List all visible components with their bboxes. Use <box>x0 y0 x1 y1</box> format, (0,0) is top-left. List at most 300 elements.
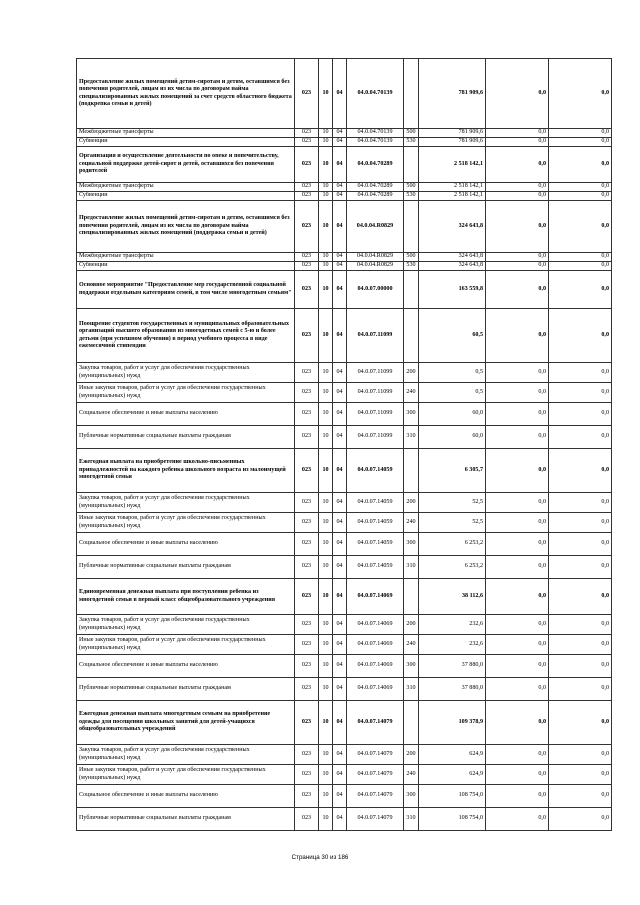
table-row <box>77 183 612 192</box>
row-name: Организация и осуществление деятельности по опеке и попечительству, социальной поддержке детей-сирот и детей, оставшихся без попечения родителей <box>77 147 295 183</box>
row-amount-1: 108 754,0 <box>419 785 486 808</box>
row-amount-2: 0,0 <box>486 615 549 635</box>
row-amount-2: 0,0 <box>486 363 549 383</box>
row-name: Субвенции <box>77 138 295 147</box>
row-amount-2: 0,0 <box>486 59 549 129</box>
row-expense-type: 500 <box>404 129 419 138</box>
row-expense-type: 300 <box>404 655 419 678</box>
row-amount-1: 52,5 <box>419 513 486 533</box>
row-ved-code: 023 <box>295 701 319 745</box>
row-amount-2: 0,0 <box>486 426 549 449</box>
row-section-code: 10 <box>319 513 333 533</box>
budget-table-page <box>76 58 611 831</box>
row-name: Закупка товаров, работ и услуг для обеспечения государственных (муниципальных) нужд <box>77 615 295 635</box>
row-ved-code: 023 <box>295 309 319 363</box>
row-section-code: 10 <box>319 262 333 271</box>
row-subsection-code: 04 <box>333 426 347 449</box>
row-name: Иные закупки товаров, работ и услуг для обеспечения государственных (муниципальных) нужд <box>77 513 295 533</box>
table-row <box>77 426 612 449</box>
row-ved-code: 023 <box>295 138 319 147</box>
row-name: Закупка товаров, работ и услуг для обеспечения государственных (муниципальных) нужд <box>77 363 295 383</box>
row-target-article: 04.0.04.70289 <box>347 192 404 201</box>
row-name: Межбюджетные трансферты <box>77 183 295 192</box>
row-expense-type: 300 <box>404 533 419 556</box>
row-amount-3: 0,0 <box>549 655 612 678</box>
row-section-code: 10 <box>319 271 333 309</box>
row-expense-type: 530 <box>404 262 419 271</box>
row-section-code: 10 <box>319 138 333 147</box>
row-ved-code: 023 <box>295 262 319 271</box>
row-section-code: 10 <box>319 579 333 615</box>
row-ved-code: 023 <box>295 403 319 426</box>
row-name: Публичные нормативные социальные выплаты гражданам <box>77 678 295 701</box>
row-amount-2: 0,0 <box>486 655 549 678</box>
row-amount-1: 232,6 <box>419 635 486 655</box>
row-target-article: 04.0.07.14079 <box>347 808 404 831</box>
row-amount-3: 0,0 <box>549 138 612 147</box>
row-amount-3: 0,0 <box>549 59 612 129</box>
row-amount-1: 60,0 <box>419 426 486 449</box>
table-row <box>77 579 612 615</box>
row-amount-1: 324 643,8 <box>419 253 486 262</box>
row-amount-1: 6 253,2 <box>419 556 486 579</box>
row-section-code: 10 <box>319 615 333 635</box>
row-name: Публичные нормативные социальные выплаты гражданам <box>77 426 295 449</box>
row-name: Социальное обеспечение и иные выплаты населению <box>77 533 295 556</box>
row-amount-2: 0,0 <box>486 403 549 426</box>
row-ved-code: 023 <box>295 635 319 655</box>
table-row <box>77 271 612 309</box>
row-name: Основное мероприятие "Предоставление мер государственной социальной поддержки отдельным категориям семей, в том числе многодетным семьям" <box>77 271 295 309</box>
row-amount-3: 0,0 <box>549 556 612 579</box>
row-amount-1: 624,9 <box>419 745 486 765</box>
row-section-code: 10 <box>319 403 333 426</box>
row-amount-2: 0,0 <box>486 129 549 138</box>
table-row <box>77 138 612 147</box>
row-section-code: 10 <box>319 765 333 785</box>
row-amount-1: 52,5 <box>419 493 486 513</box>
row-target-article: 04.0.07.14059 <box>347 513 404 533</box>
row-amount-1: 6 253,2 <box>419 533 486 556</box>
row-amount-3: 0,0 <box>549 271 612 309</box>
row-amount-3: 0,0 <box>549 192 612 201</box>
row-section-code: 10 <box>319 192 333 201</box>
row-amount-3: 0,0 <box>549 513 612 533</box>
row-target-article: 04.0.07.14059 <box>347 449 404 493</box>
row-target-article: 04.0.04.70289 <box>347 147 404 183</box>
row-name: Иные закупки товаров, работ и услуг для обеспечения государственных (муниципальных) нужд <box>77 383 295 403</box>
row-expense-type: 310 <box>404 808 419 831</box>
row-section-code: 10 <box>319 493 333 513</box>
table-row <box>77 253 612 262</box>
row-target-article: 04.0.07.14069 <box>347 655 404 678</box>
row-name: Субвенции <box>77 192 295 201</box>
row-target-article: 04.0.07.14069 <box>347 579 404 615</box>
row-target-article: 04.0.07.14079 <box>347 745 404 765</box>
row-section-code: 10 <box>319 383 333 403</box>
row-target-article: 04.0.07.14079 <box>347 701 404 745</box>
row-amount-2: 0,0 <box>486 635 549 655</box>
row-subsection-code: 04 <box>333 493 347 513</box>
table-row <box>77 556 612 579</box>
row-subsection-code: 04 <box>333 745 347 765</box>
row-expense-type: 300 <box>404 403 419 426</box>
row-name: Социальное обеспечение и иные выплаты населению <box>77 785 295 808</box>
row-expense-type <box>404 701 419 745</box>
row-expense-type: 500 <box>404 183 419 192</box>
table-row <box>77 765 612 785</box>
row-section-code: 10 <box>319 201 333 253</box>
row-name: Публичные нормативные социальные выплаты гражданам <box>77 808 295 831</box>
table-row <box>77 745 612 765</box>
row-target-article: 04.0.04.70139 <box>347 138 404 147</box>
row-ved-code: 023 <box>295 533 319 556</box>
row-subsection-code: 04 <box>333 262 347 271</box>
row-target-article: 04.0.07.14079 <box>347 785 404 808</box>
row-amount-2: 0,0 <box>486 262 549 271</box>
row-amount-2: 0,0 <box>486 271 549 309</box>
row-section-code: 10 <box>319 129 333 138</box>
row-name: Социальное обеспечение и иные выплаты населению <box>77 655 295 678</box>
row-amount-3: 0,0 <box>549 808 612 831</box>
row-amount-3: 0,0 <box>549 262 612 271</box>
table-row <box>77 615 612 635</box>
row-expense-type <box>404 449 419 493</box>
row-section-code: 10 <box>319 556 333 579</box>
row-ved-code: 023 <box>295 493 319 513</box>
budget-table-body <box>77 59 612 831</box>
row-name: Межбюджетные трансферты <box>77 253 295 262</box>
row-ved-code: 023 <box>295 785 319 808</box>
row-name: Предоставление жилых помещений детям-сиротам и детям, оставшимся без попечения родителей, лицам из их числа по договорам найма специализированных жилых помещений (поддержка семьи и детей) <box>77 201 295 253</box>
row-amount-3: 0,0 <box>549 579 612 615</box>
row-amount-3: 0,0 <box>549 615 612 635</box>
table-row <box>77 147 612 183</box>
row-ved-code: 023 <box>295 678 319 701</box>
row-expense-type: 200 <box>404 493 419 513</box>
row-section-code: 10 <box>319 533 333 556</box>
table-row <box>77 701 612 745</box>
table-row <box>77 201 612 253</box>
table-row <box>77 785 612 808</box>
row-amount-1: 2 518 142,1 <box>419 192 486 201</box>
row-amount-3: 0,0 <box>549 253 612 262</box>
table-row <box>77 449 612 493</box>
row-amount-1: 37 880,0 <box>419 655 486 678</box>
row-section-code: 10 <box>319 808 333 831</box>
table-row <box>77 808 612 831</box>
row-ved-code: 023 <box>295 449 319 493</box>
row-expense-type: 200 <box>404 615 419 635</box>
row-section-code: 10 <box>319 59 333 129</box>
row-amount-1: 6 305,7 <box>419 449 486 493</box>
row-expense-type <box>404 147 419 183</box>
row-subsection-code: 04 <box>333 403 347 426</box>
row-expense-type: 310 <box>404 678 419 701</box>
row-ved-code: 023 <box>295 808 319 831</box>
row-expense-type <box>404 201 419 253</box>
row-ved-code: 023 <box>295 253 319 262</box>
row-ved-code: 023 <box>295 271 319 309</box>
row-target-article: 04.0.07.11099 <box>347 403 404 426</box>
row-amount-2: 0,0 <box>486 785 549 808</box>
page-number: Страница 30 из 186 <box>291 854 349 861</box>
row-amount-1: 2 518 142,1 <box>419 183 486 192</box>
row-subsection-code: 04 <box>333 201 347 253</box>
row-expense-type: 310 <box>404 556 419 579</box>
row-subsection-code: 04 <box>333 59 347 129</box>
row-amount-2: 0,0 <box>486 765 549 785</box>
row-name: Субвенции <box>77 262 295 271</box>
row-amount-3: 0,0 <box>549 383 612 403</box>
row-target-article: 04.0.04.70139 <box>347 59 404 129</box>
row-expense-type: 300 <box>404 785 419 808</box>
row-target-article: 04.0.07.14059 <box>347 533 404 556</box>
row-target-article: 04.0.07.14059 <box>347 556 404 579</box>
table-row <box>77 678 612 701</box>
row-amount-2: 0,0 <box>486 253 549 262</box>
table-row <box>77 635 612 655</box>
row-amount-2: 0,0 <box>486 449 549 493</box>
row-target-article: 04.0.07.00000 <box>347 271 404 309</box>
row-amount-1: 624,9 <box>419 765 486 785</box>
row-section-code: 10 <box>319 183 333 192</box>
row-section-code: 10 <box>319 426 333 449</box>
table-row <box>77 363 612 383</box>
row-section-code: 10 <box>319 785 333 808</box>
row-ved-code: 023 <box>295 59 319 129</box>
row-subsection-code: 04 <box>333 765 347 785</box>
row-section-code: 10 <box>319 309 333 363</box>
row-expense-type: 500 <box>404 253 419 262</box>
row-section-code: 10 <box>319 449 333 493</box>
row-subsection-code: 04 <box>333 615 347 635</box>
row-subsection-code: 04 <box>333 513 347 533</box>
row-amount-3: 0,0 <box>549 701 612 745</box>
row-ved-code: 023 <box>295 383 319 403</box>
row-subsection-code: 04 <box>333 449 347 493</box>
row-amount-3: 0,0 <box>549 533 612 556</box>
row-section-code: 10 <box>319 147 333 183</box>
budget-table <box>76 58 612 831</box>
row-target-article: 04.0.04.70289 <box>347 183 404 192</box>
row-name: Публичные нормативные социальные выплаты гражданам <box>77 556 295 579</box>
row-ved-code: 023 <box>295 129 319 138</box>
row-ved-code: 023 <box>295 192 319 201</box>
row-subsection-code: 04 <box>333 253 347 262</box>
row-name: Иные закупки товаров, работ и услуг для обеспечения государственных (муниципальных) нужд <box>77 765 295 785</box>
row-amount-3: 0,0 <box>549 493 612 513</box>
row-subsection-code: 04 <box>333 309 347 363</box>
row-subsection-code: 04 <box>333 192 347 201</box>
row-amount-2: 0,0 <box>486 493 549 513</box>
row-ved-code: 023 <box>295 426 319 449</box>
row-target-article: 04.0.04.R0829 <box>347 262 404 271</box>
row-amount-3: 0,0 <box>549 745 612 765</box>
row-amount-2: 0,0 <box>486 309 549 363</box>
table-row <box>77 513 612 533</box>
row-ved-code: 023 <box>295 556 319 579</box>
row-expense-type: 240 <box>404 513 419 533</box>
row-amount-2: 0,0 <box>486 147 549 183</box>
row-section-code: 10 <box>319 253 333 262</box>
row-section-code: 10 <box>319 363 333 383</box>
row-amount-1: 324 643,8 <box>419 262 486 271</box>
row-expense-type <box>404 59 419 129</box>
row-amount-3: 0,0 <box>549 449 612 493</box>
row-amount-2: 0,0 <box>486 579 549 615</box>
table-row <box>77 59 612 129</box>
row-ved-code: 023 <box>295 183 319 192</box>
row-amount-1: 60,5 <box>419 309 486 363</box>
row-subsection-code: 04 <box>333 138 347 147</box>
row-amount-1: 109 378,9 <box>419 701 486 745</box>
row-amount-3: 0,0 <box>549 129 612 138</box>
row-amount-3: 0,0 <box>549 309 612 363</box>
row-subsection-code: 04 <box>333 363 347 383</box>
row-amount-1: 60,0 <box>419 403 486 426</box>
row-ved-code: 023 <box>295 765 319 785</box>
row-subsection-code: 04 <box>333 635 347 655</box>
row-subsection-code: 04 <box>333 808 347 831</box>
row-ved-code: 023 <box>295 745 319 765</box>
row-amount-2: 0,0 <box>486 678 549 701</box>
table-row <box>77 309 612 363</box>
row-amount-3: 0,0 <box>549 635 612 655</box>
row-amount-2: 0,0 <box>486 138 549 147</box>
row-subsection-code: 04 <box>333 383 347 403</box>
row-ved-code: 023 <box>295 363 319 383</box>
row-target-article: 04.0.07.14069 <box>347 615 404 635</box>
row-subsection-code: 04 <box>333 183 347 192</box>
row-target-article: 04.0.04.70139 <box>347 129 404 138</box>
row-expense-type <box>404 579 419 615</box>
row-amount-1: 108 754,0 <box>419 808 486 831</box>
row-target-article: 04.0.07.11099 <box>347 309 404 363</box>
row-expense-type: 200 <box>404 363 419 383</box>
row-amount-2: 0,0 <box>486 701 549 745</box>
row-ved-code: 023 <box>295 147 319 183</box>
row-amount-2: 0,0 <box>486 513 549 533</box>
row-subsection-code: 04 <box>333 655 347 678</box>
row-expense-type <box>404 271 419 309</box>
row-section-code: 10 <box>319 701 333 745</box>
row-amount-3: 0,0 <box>549 426 612 449</box>
row-amount-1: 781 909,6 <box>419 59 486 129</box>
row-amount-3: 0,0 <box>549 147 612 183</box>
row-name: Закупка товаров, работ и услуг для обеспечения государственных (муниципальных) нужд <box>77 745 295 765</box>
row-amount-3: 0,0 <box>549 183 612 192</box>
row-section-code: 10 <box>319 745 333 765</box>
row-target-article: 04.0.07.14079 <box>347 765 404 785</box>
row-name: Закупка товаров, работ и услуг для обеспечения государственных (муниципальных) нужд <box>77 493 295 513</box>
row-expense-type: 240 <box>404 635 419 655</box>
row-amount-1: 324 643,8 <box>419 201 486 253</box>
row-amount-1: 781 909,6 <box>419 129 486 138</box>
row-amount-2: 0,0 <box>486 533 549 556</box>
row-subsection-code: 04 <box>333 678 347 701</box>
row-name: Единовременная денежная выплата при поступлении ребенка из многодетной семьи в первый класс общеобразовательного учреждения <box>77 579 295 615</box>
row-target-article: 04.0.07.11099 <box>347 426 404 449</box>
row-subsection-code: 04 <box>333 271 347 309</box>
row-amount-2: 0,0 <box>486 383 549 403</box>
row-expense-type: 310 <box>404 426 419 449</box>
row-target-article: 04.0.07.14059 <box>347 493 404 513</box>
row-ved-code: 023 <box>295 655 319 678</box>
row-subsection-code: 04 <box>333 579 347 615</box>
row-expense-type: 530 <box>404 192 419 201</box>
row-target-article: 04.0.07.11099 <box>347 363 404 383</box>
row-amount-3: 0,0 <box>549 678 612 701</box>
row-target-article: 04.0.04.R0829 <box>347 201 404 253</box>
row-ved-code: 023 <box>295 615 319 635</box>
row-amount-1: 232,6 <box>419 615 486 635</box>
row-amount-1: 2 518 142,1 <box>419 147 486 183</box>
row-ved-code: 023 <box>295 201 319 253</box>
row-target-article: 04.0.07.14069 <box>347 635 404 655</box>
row-amount-3: 0,0 <box>549 765 612 785</box>
row-target-article: 04.0.07.11099 <box>347 383 404 403</box>
row-ved-code: 023 <box>295 579 319 615</box>
row-subsection-code: 04 <box>333 556 347 579</box>
table-row <box>77 192 612 201</box>
row-target-article: 04.0.04.R0829 <box>347 253 404 262</box>
row-amount-1: 0,5 <box>419 383 486 403</box>
row-ved-code: 023 <box>295 513 319 533</box>
row-amount-3: 0,0 <box>549 201 612 253</box>
table-row <box>77 493 612 513</box>
row-name: Поощрение студентов государственных и муниципальных образовательных организаций высшего образования из многодетных семей с 5-ю и более детьми (при успешном обучении) в период учебного процесса в виде ежемесячной стипендии <box>77 309 295 363</box>
row-amount-1: 38 112,6 <box>419 579 486 615</box>
row-expense-type: 240 <box>404 383 419 403</box>
row-expense-type: 200 <box>404 745 419 765</box>
row-target-article: 04.0.07.14069 <box>347 678 404 701</box>
row-amount-1: 0,5 <box>419 363 486 383</box>
row-name: Социальное обеспечение и иные выплаты населению <box>77 403 295 426</box>
row-amount-2: 0,0 <box>486 201 549 253</box>
row-amount-2: 0,0 <box>486 192 549 201</box>
row-name: Ежегодная выплата на приобретение школьно-письменных принадлежностей на каждого ребенка школьного возраста из малоимущей многодетной семьи <box>77 449 295 493</box>
table-row <box>77 655 612 678</box>
row-amount-2: 0,0 <box>486 556 549 579</box>
row-amount-1: 781 909,6 <box>419 138 486 147</box>
row-name: Ежегодная денежная выплата многодетным семьям на приобретение одежды для посещения школьных занятий для детей-учащихся общеобразовательных учреждений <box>77 701 295 745</box>
row-amount-2: 0,0 <box>486 745 549 765</box>
table-row <box>77 129 612 138</box>
row-name: Иные закупки товаров, работ и услуг для обеспечения государственных (муниципальных) нужд <box>77 635 295 655</box>
row-subsection-code: 04 <box>333 533 347 556</box>
row-section-code: 10 <box>319 678 333 701</box>
row-subsection-code: 04 <box>333 701 347 745</box>
row-name: Межбюджетные трансферты <box>77 129 295 138</box>
row-section-code: 10 <box>319 635 333 655</box>
row-amount-2: 0,0 <box>486 808 549 831</box>
row-expense-type <box>404 309 419 363</box>
row-amount-3: 0,0 <box>549 403 612 426</box>
row-expense-type: 530 <box>404 138 419 147</box>
row-subsection-code: 04 <box>333 147 347 183</box>
row-amount-1: 163 559,8 <box>419 271 486 309</box>
table-row <box>77 383 612 403</box>
row-name: Предоставление жилых помещений детям-сиротам и детям, оставшимся без попечения родителей, лицам из их числа по договорам найма специализированных жилых помещений за счет средств областного бюджета (подкрепка семьи и детей) <box>77 59 295 129</box>
table-row <box>77 403 612 426</box>
row-amount-3: 0,0 <box>549 363 612 383</box>
row-expense-type: 240 <box>404 765 419 785</box>
row-section-code: 10 <box>319 655 333 678</box>
row-subsection-code: 04 <box>333 129 347 138</box>
table-row <box>77 533 612 556</box>
row-amount-1: 37 880,0 <box>419 678 486 701</box>
